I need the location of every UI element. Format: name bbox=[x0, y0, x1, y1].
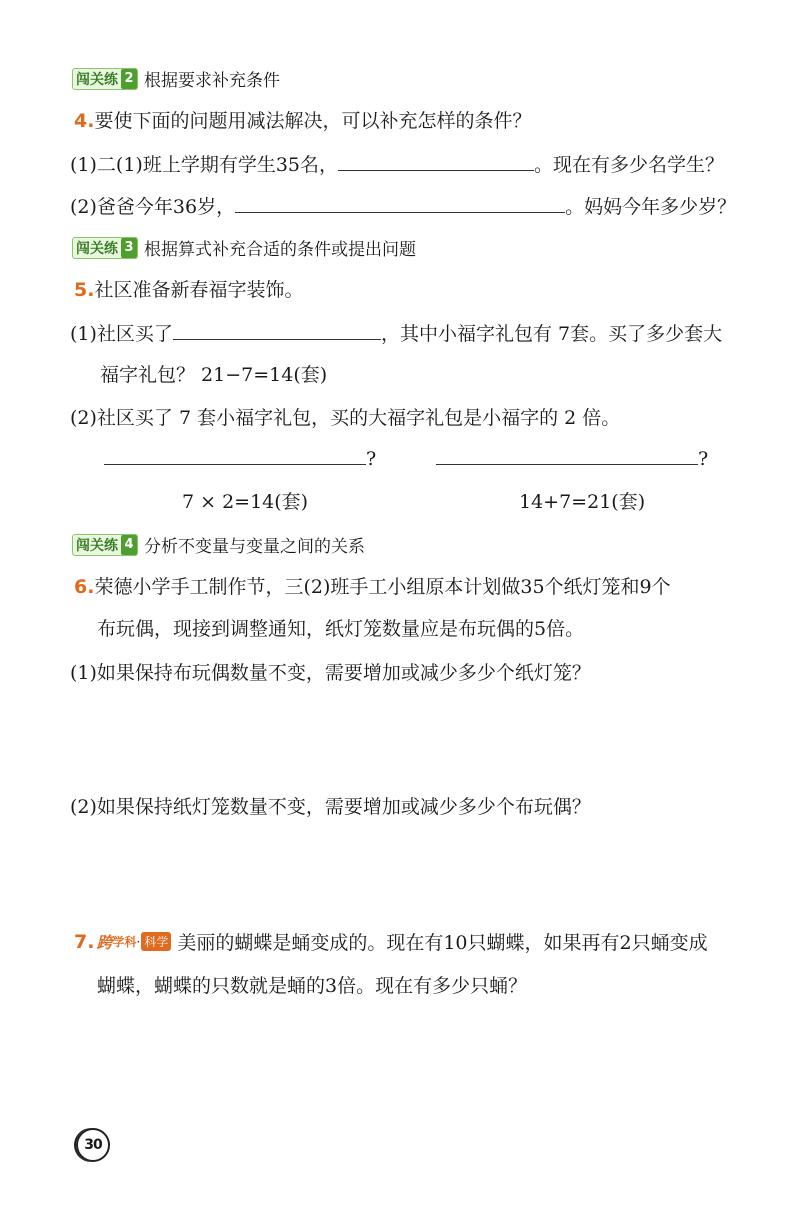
section-header-2 bbox=[72, 66, 280, 91]
answer-blank[interactable] bbox=[338, 152, 534, 171]
question-text: 荣德小学手工制作节，三(2)班手工小组原本计划做35个纸灯笼和9个 bbox=[94, 576, 671, 598]
question-text: 社区准备新春福字装饰。 bbox=[94, 279, 304, 301]
section-title: 分析不变量与变量之间的关系 bbox=[144, 537, 365, 557]
question-7-line-2: 蝴蝶，蝴蝶的只数就是蛹的3倍。现在有多少只蛹？ bbox=[97, 975, 528, 997]
answer-blank[interactable] bbox=[104, 446, 366, 465]
question-number: 5. bbox=[74, 279, 95, 301]
question-4-part-2: (2)爸爸今年36岁， 。妈妈今年多少岁？ bbox=[70, 196, 737, 218]
answer-blank[interactable] bbox=[235, 194, 565, 213]
question-5-part-1: (1)社区买了 ，其中小福字礼包有 7套。买了多少套大 bbox=[70, 323, 723, 345]
question-6-part-1: (1)如果保持布玩偶数量不变，需要增加或减少多少个纸灯笼？ bbox=[70, 662, 591, 684]
question-5-part-2: (2)社区买了 7 套小福字礼包，买的大福字礼包是小福字的 2 倍。 bbox=[70, 407, 621, 429]
question-5 bbox=[74, 275, 303, 302]
question-text: 要使下面的问题用减法解决，可以补充怎样的条件？ bbox=[94, 110, 532, 132]
question-number: 4. bbox=[74, 110, 95, 132]
question-5-blank-b: ? bbox=[436, 446, 708, 470]
section-badge: 闯关练 4 bbox=[72, 534, 138, 556]
formula-b: 14+7=21(套) bbox=[519, 491, 646, 513]
section-title: 根据要求补充条件 bbox=[144, 71, 280, 91]
question-5-part-1-line-2: 福字礼包？ 21−7=14(套) bbox=[100, 364, 328, 386]
formula-a: 7 × 2=14(套) bbox=[182, 491, 309, 513]
section-badge: 闯关练 3 bbox=[72, 237, 138, 259]
page-number: 30 bbox=[76, 1128, 110, 1162]
question-6 bbox=[74, 572, 671, 599]
section-header-4 bbox=[72, 532, 365, 557]
question-6-line-2: 布玩偶，现接到调整通知，纸灯笼数量应是布玩偶的5倍。 bbox=[97, 618, 585, 640]
question-4-part-1: (1)二(1)班上学期有学生35名， 。现在有多少名学生？ bbox=[70, 154, 725, 176]
section-title: 根据算式补充合适的条件或提出问题 bbox=[144, 240, 416, 260]
answer-blank[interactable] bbox=[173, 321, 381, 340]
question-7 bbox=[74, 928, 708, 955]
question-6-part-2: (2)如果保持纸灯笼数量不变，需要增加或减少多少个布玩偶？ bbox=[70, 796, 591, 818]
section-header-3 bbox=[72, 235, 416, 260]
question-number: 7. bbox=[74, 930, 95, 953]
section-badge: 闯关练 2 bbox=[72, 68, 138, 90]
question-text: 美丽的蝴蝶是蛹变成的。现在有10只蝴蝶，如果再有2只蛹变成 bbox=[177, 932, 708, 954]
answer-blank[interactable] bbox=[436, 446, 698, 465]
cross-subject-tag: 跨 学科 · 科学 bbox=[96, 930, 171, 953]
question-number: 6. bbox=[74, 576, 95, 598]
question-4 bbox=[74, 106, 531, 133]
question-5-blank-a: ? bbox=[104, 446, 376, 470]
